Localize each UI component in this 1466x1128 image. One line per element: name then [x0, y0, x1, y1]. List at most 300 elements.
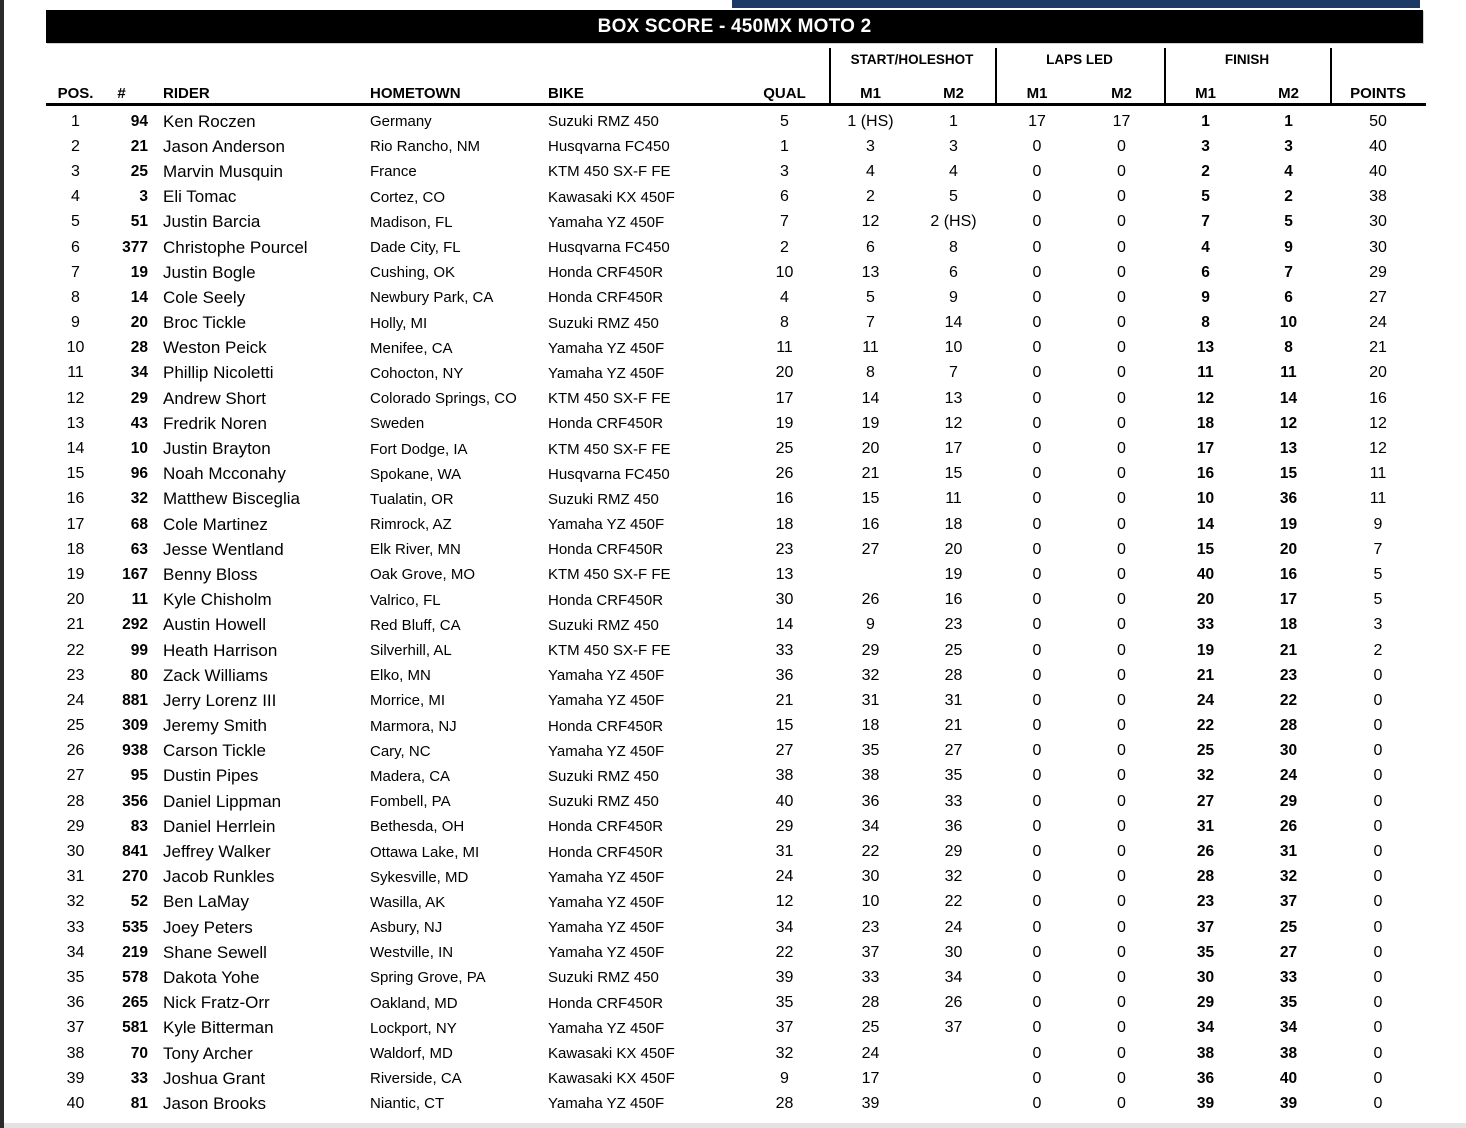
cell-num: 28: [130, 339, 148, 357]
table-row: [46, 109, 1426, 134]
cell-pos: 9: [71, 314, 80, 332]
cell-qual: 22: [775, 943, 794, 961]
cell-num: 52: [130, 893, 148, 911]
table-row: [46, 411, 1426, 436]
cell-m1s: 7: [866, 314, 875, 332]
col-header-finish-m2: M2: [1278, 85, 1299, 102]
cell-hometown: Dade City, FL: [370, 239, 461, 257]
cell-points: 16: [1369, 389, 1387, 407]
cell-m2l: 0: [1117, 717, 1126, 735]
cell-qual: 11: [776, 339, 793, 357]
cell-pos: 5: [71, 213, 80, 231]
cell-m1l: 0: [1032, 188, 1042, 206]
cell-qual: 15: [775, 717, 794, 735]
cell-hometown: Madison, FL: [370, 213, 453, 231]
cell-m2l: 0: [1117, 943, 1126, 961]
cell-rider: Fredrik Noren: [163, 413, 267, 433]
cell-m1l: 0: [1032, 666, 1042, 684]
cell-m2f: 9: [1284, 238, 1293, 256]
col-header-laps-m2: M2: [1111, 85, 1132, 102]
cell-m2s: 19: [944, 565, 963, 583]
cell-rider: Weston Peick: [163, 338, 267, 358]
cell-num: 265: [122, 994, 148, 1012]
cell-m2f: 15: [1279, 465, 1298, 483]
cell-m1s: 20: [861, 440, 880, 458]
cell-pos: 32: [66, 893, 85, 911]
title-bar: [46, 10, 1423, 43]
table-row: [46, 638, 1426, 663]
table-row: [46, 336, 1426, 361]
cell-points: 0: [1373, 691, 1383, 709]
cell-pos: 36: [66, 994, 85, 1012]
cell-qual: 20: [775, 364, 794, 382]
cell-bike: Suzuki RMZ 450: [548, 969, 659, 987]
table-row: [46, 940, 1426, 965]
cell-hometown: Oak Grove, MO: [370, 566, 476, 584]
cell-points: 0: [1373, 717, 1383, 735]
cell-bike: Yamaha YZ 450F: [548, 692, 665, 710]
cell-m1s: 10: [861, 893, 880, 911]
cell-m1s: 17: [861, 1069, 880, 1087]
col-header-start-m1: M1: [860, 85, 881, 102]
cell-m1f: 14: [1196, 515, 1215, 533]
cell-m2f: 14: [1279, 389, 1298, 407]
cell-m2s: 26: [944, 994, 963, 1012]
cell-m1l: 0: [1032, 162, 1042, 180]
cell-num: 881: [122, 691, 148, 709]
cell-m1l: 0: [1032, 943, 1042, 961]
cell-pos: 34: [66, 943, 85, 961]
cell-bike: Yamaha YZ 450F: [548, 516, 665, 534]
table-row: [46, 210, 1426, 235]
cell-m1l: 0: [1032, 742, 1042, 760]
table-row: [46, 311, 1426, 336]
cell-qual: 21: [775, 691, 794, 709]
cell-m2s: 14: [944, 314, 963, 332]
cell-m1f: 18: [1196, 414, 1215, 432]
cell-pos: 13: [66, 414, 85, 432]
cell-pos: 6: [71, 238, 80, 256]
cell-m2s: 11: [945, 490, 962, 508]
cell-bike: Suzuki RMZ 450: [548, 490, 659, 508]
cell-bike: Suzuki RMZ 450: [548, 616, 659, 634]
cell-m2l: 0: [1117, 641, 1126, 659]
cell-m1l: 0: [1032, 414, 1042, 432]
cell-pos: 15: [66, 465, 85, 483]
table-row: [46, 537, 1426, 562]
cell-qual: 1: [780, 137, 789, 155]
cell-num: 70: [130, 1044, 148, 1062]
cell-num: 99: [130, 641, 148, 659]
cell-m1s: 24: [861, 1044, 880, 1062]
cell-m2f: 11: [1280, 364, 1297, 382]
cell-m2f: 29: [1279, 792, 1298, 810]
cell-pos: 11: [67, 364, 84, 382]
cell-qual: 18: [775, 515, 794, 533]
cell-m1f: 7: [1201, 213, 1210, 231]
cell-num: 938: [122, 742, 148, 760]
cell-m2l: 0: [1117, 1044, 1126, 1062]
cell-m2s: 23: [944, 616, 963, 634]
cell-m1l: 17: [1028, 112, 1046, 130]
cell-rider: Daniel Lippman: [163, 791, 282, 811]
cell-m2l: 0: [1117, 188, 1126, 206]
cell-num: 63: [130, 540, 148, 558]
cell-pos: 4: [71, 188, 80, 206]
cell-m1f: 2: [1201, 162, 1210, 180]
cell-bike: KTM 450 SX-F FE: [548, 566, 671, 584]
cell-pos: 35: [66, 968, 85, 986]
cell-rider: Joshua Grant: [163, 1068, 266, 1088]
table-row: [46, 487, 1426, 512]
cell-num: 83: [130, 817, 148, 835]
cell-bike: Suzuki RMZ 450: [548, 113, 659, 131]
cell-num: 270: [122, 868, 148, 886]
cell-points: 12: [1369, 440, 1387, 458]
cell-m1s: 35: [861, 742, 880, 760]
cell-points: 5: [1373, 591, 1383, 609]
cell-m1f: 19: [1196, 641, 1215, 659]
cell-m2l: 17: [1112, 112, 1131, 130]
cell-m2l: 0: [1117, 440, 1126, 458]
col-header-number: #: [117, 85, 126, 102]
cell-bike: Yamaha YZ 450F: [548, 339, 665, 357]
cell-m1f: 1: [1201, 112, 1210, 130]
cell-points: 3: [1373, 616, 1383, 634]
cell-qual: 5: [780, 112, 789, 130]
cell-qual: 25: [775, 440, 794, 458]
cell-m2f: 23: [1279, 666, 1298, 684]
cell-points: 0: [1373, 893, 1383, 911]
cell-num: 68: [130, 515, 148, 533]
cell-m2s: 3: [949, 137, 958, 155]
cell-qual: 14: [775, 616, 794, 634]
cell-rider: Nick Fratz-Orr: [163, 993, 270, 1013]
cell-points: 0: [1373, 1044, 1383, 1062]
cell-num: 292: [122, 616, 148, 634]
cell-pos: 2: [71, 137, 80, 155]
cell-pos: 25: [66, 717, 85, 735]
cell-m1f: 28: [1196, 868, 1215, 886]
cell-m1s: 28: [861, 994, 880, 1012]
cell-bike: Yamaha YZ 450F: [548, 742, 665, 760]
cell-hometown: Elko, MN: [370, 667, 431, 685]
cell-rider: Austin Howell: [163, 615, 266, 635]
cell-hometown: Riverside, CA: [370, 1070, 462, 1088]
cell-m1s: 30: [861, 868, 880, 886]
cell-m1f: 4: [1201, 238, 1210, 256]
cell-m2s: 37: [944, 1019, 963, 1037]
cell-hometown: Menifee, CA: [370, 339, 453, 357]
cell-points: 0: [1373, 1019, 1383, 1037]
cell-bike: Kawasaki KX 450F: [548, 1070, 675, 1088]
cell-m1l: 0: [1032, 691, 1042, 709]
cell-m2f: 26: [1279, 817, 1298, 835]
cell-m1f: 36: [1196, 1069, 1215, 1087]
cell-qual: 33: [775, 641, 794, 659]
cell-m1f: 10: [1196, 490, 1215, 508]
cell-m1s: 14: [861, 389, 880, 407]
cell-m1l: 0: [1032, 515, 1042, 533]
cell-hometown: Colorado Springs, CO: [370, 390, 517, 408]
cell-rider: Marvin Musquin: [163, 161, 283, 181]
cell-m2f: 38: [1279, 1044, 1298, 1062]
table-row: [46, 386, 1426, 411]
cell-m2f: 35: [1279, 994, 1298, 1012]
column-header-row: [46, 86, 1426, 102]
table-row: [46, 134, 1426, 159]
cell-m2s: 5: [949, 188, 958, 206]
cell-m1l: 0: [1032, 792, 1042, 810]
cell-pos: 14: [66, 440, 85, 458]
cell-m1s: 33: [861, 968, 880, 986]
cell-qual: 27: [775, 742, 794, 760]
cell-m2s: 27: [944, 742, 963, 760]
cell-m2l: 0: [1117, 691, 1126, 709]
cell-pos: 27: [66, 767, 85, 785]
cell-bike: Yamaha YZ 450F: [548, 893, 665, 911]
col-header-laps-m1: M1: [1026, 85, 1048, 102]
cell-bike: Yamaha YZ 450F: [548, 667, 665, 685]
cell-hometown: Cohocton, NY: [370, 364, 464, 382]
cell-m1l: 0: [1032, 717, 1042, 735]
cell-bike: Honda CRF450R: [548, 289, 664, 307]
col-header-rider: RIDER: [163, 85, 210, 102]
cell-m2l: 0: [1117, 591, 1126, 609]
cell-hometown: Silverhill, AL: [370, 642, 452, 660]
cell-m2s: 21: [944, 717, 963, 735]
cell-m2l: 0: [1117, 314, 1126, 332]
cell-hometown: Morrice, MI: [370, 692, 445, 710]
cell-num: 94: [130, 112, 148, 130]
cell-m2f: 17: [1279, 591, 1298, 609]
cell-pos: 26: [66, 742, 85, 760]
cell-m1l: 0: [1032, 263, 1042, 281]
cell-qual: 17: [775, 389, 794, 407]
cell-points: 24: [1369, 314, 1387, 332]
cell-num: 3: [139, 188, 148, 206]
cell-points: 0: [1373, 968, 1383, 986]
cell-m1s: 31: [861, 691, 880, 709]
cell-points: 40: [1369, 162, 1387, 180]
cell-points: 27: [1369, 288, 1387, 306]
cell-m1s: 21: [861, 465, 880, 483]
cell-m1f: 38: [1196, 1044, 1215, 1062]
cell-points: 50: [1369, 112, 1387, 130]
cell-num: 11: [131, 591, 148, 609]
cell-points: 0: [1373, 1094, 1383, 1112]
cell-m2s: 6: [949, 263, 958, 281]
cell-m2f: 37: [1279, 893, 1298, 911]
cell-m1f: 21: [1196, 666, 1215, 684]
cell-bike: KTM 450 SX-F FE: [548, 642, 671, 660]
cell-m1s: 22: [861, 843, 880, 861]
col-header-points: POINTS: [1350, 85, 1406, 102]
cell-m2l: 0: [1117, 1094, 1126, 1112]
cell-m1s: 25: [861, 1019, 880, 1037]
table-row: [46, 764, 1426, 789]
cell-m2s: 25: [944, 641, 963, 659]
col-header-bike: BIKE: [548, 85, 584, 102]
cell-m1l: 0: [1032, 1044, 1042, 1062]
cell-bike: Yamaha YZ 450F: [548, 868, 665, 886]
table-row: [46, 814, 1426, 839]
cell-m2f: 21: [1279, 641, 1298, 659]
table-row: [46, 839, 1426, 864]
cell-m1f: 32: [1196, 767, 1215, 785]
page-title: BOX SCORE - 450MX MOTO 2: [597, 15, 872, 37]
cell-m2l: 0: [1117, 389, 1126, 407]
cell-m2s: 17: [944, 440, 963, 458]
cell-qual: 19: [775, 414, 794, 432]
cell-pos: 22: [66, 641, 85, 659]
cell-points: 2: [1373, 641, 1383, 659]
cell-num: 219: [122, 943, 148, 961]
cell-m1f: 35: [1196, 943, 1215, 961]
cell-m2f: 25: [1279, 918, 1298, 936]
cell-m2f: 24: [1279, 767, 1298, 785]
cell-m2s: 12: [944, 414, 963, 432]
cell-rider: Carson Tickle: [163, 741, 266, 761]
cell-m2f: 12: [1279, 414, 1298, 432]
table-row: [46, 185, 1426, 210]
cell-m2s: 2 (HS): [930, 213, 977, 231]
cell-hometown: Germany: [370, 113, 432, 131]
cell-hometown: Spring Grove, PA: [370, 969, 486, 987]
table-header: [46, 48, 1426, 106]
cell-m1s: 4: [866, 162, 875, 180]
cell-pos: 31: [66, 868, 85, 886]
cell-m1s: 26: [861, 591, 880, 609]
cell-hometown: Rimrock, AZ: [370, 516, 452, 534]
table-row: [46, 739, 1426, 764]
table-row: [46, 613, 1426, 638]
cell-m1l: 0: [1032, 389, 1042, 407]
cell-m2f: 13: [1279, 440, 1298, 458]
cell-pos: 12: [66, 389, 85, 407]
cell-hometown: Fombell, PA: [370, 793, 451, 811]
cell-hometown: Marmora, NJ: [370, 717, 457, 735]
col-header-start-m2: M2: [943, 85, 964, 102]
cell-m2l: 0: [1117, 263, 1126, 281]
cell-pos: 17: [66, 515, 85, 533]
col-header-finish-m1: M1: [1195, 85, 1216, 102]
cell-pos: 21: [66, 616, 85, 634]
cell-hometown: Rio Rancho, NM: [370, 138, 481, 156]
cell-m2f: 7: [1284, 263, 1293, 281]
cell-pos: 1: [71, 112, 80, 130]
page-bottom-strip: [0, 1123, 1466, 1128]
cell-points: 0: [1373, 843, 1383, 861]
cell-m2l: 0: [1117, 1069, 1126, 1087]
cell-bike: Honda CRF450R: [548, 843, 664, 861]
cell-m2l: 0: [1117, 1019, 1126, 1037]
cell-m2s: 34: [944, 968, 963, 986]
cell-points: 12: [1369, 414, 1387, 432]
cell-m1s: 15: [861, 490, 880, 508]
cell-hometown: Bethesda, OH: [370, 818, 465, 836]
cell-hometown: Spokane, WA: [370, 465, 462, 483]
cell-qual: 31: [775, 843, 794, 861]
cell-points: 0: [1373, 792, 1383, 810]
cell-m1l: 0: [1032, 339, 1042, 357]
cell-rider: Zack Williams: [163, 665, 268, 685]
cell-num: 356: [122, 792, 148, 810]
cell-m1s: 29: [861, 641, 880, 659]
cell-m1f: 29: [1196, 994, 1215, 1012]
cell-points: 11: [1369, 465, 1387, 483]
cell-m2l: 0: [1117, 767, 1126, 785]
cell-m2l: 0: [1117, 339, 1126, 357]
cell-hometown: Wasilla, AK: [370, 893, 446, 911]
cell-m2f: 6: [1284, 288, 1293, 306]
cell-qual: 32: [775, 1044, 794, 1062]
cell-m1f: 12: [1196, 389, 1215, 407]
cell-hometown: Valrico, FL: [370, 591, 441, 609]
cell-bike: Yamaha YZ 450F: [548, 919, 665, 937]
cell-m1l: 0: [1032, 1019, 1042, 1037]
cell-m2l: 0: [1117, 364, 1126, 382]
cell-qual: 40: [775, 792, 794, 810]
cell-m1l: 0: [1032, 767, 1042, 785]
cell-hometown: Niantic, CT: [370, 1095, 445, 1113]
cell-m1f: 31: [1196, 817, 1215, 835]
table-row: [46, 285, 1426, 310]
cell-qual: 9: [780, 1069, 789, 1087]
cell-rider: Cole Seely: [163, 287, 246, 307]
cell-rider: Phillip Nicoletti: [163, 363, 274, 383]
cell-m2l: 0: [1117, 616, 1126, 634]
cell-bike: Husqvarna FC450: [548, 465, 670, 483]
table-row: [46, 915, 1426, 940]
cell-rider: Dakota Yohe: [163, 967, 260, 987]
cell-m2l: 0: [1117, 868, 1126, 886]
table-body: [46, 106, 1426, 1117]
cell-m2l: 0: [1117, 238, 1126, 256]
cell-m2s: 33: [944, 792, 963, 810]
cell-pos: 8: [71, 288, 80, 306]
cell-points: 0: [1373, 868, 1383, 886]
cell-m1l: 0: [1032, 591, 1042, 609]
cell-hometown: Cushing, OK: [370, 264, 456, 282]
cell-m1s: 5: [866, 288, 875, 306]
cell-m2l: 0: [1117, 137, 1126, 155]
cell-pos: 33: [66, 918, 85, 936]
cell-qual: 2: [780, 238, 789, 256]
cell-m1f: 24: [1196, 691, 1215, 709]
cell-m2s: 30: [944, 943, 963, 961]
cell-m2s: 1: [949, 112, 958, 130]
cell-m1l: 0: [1032, 540, 1042, 558]
cell-points: 30: [1369, 238, 1387, 256]
cell-m2s: 29: [944, 843, 963, 861]
cell-m2s: 20: [944, 540, 963, 558]
cell-rider: Ben LaMay: [163, 892, 249, 912]
cell-bike: Yamaha YZ 450F: [548, 213, 665, 231]
cell-m2l: 0: [1117, 213, 1126, 231]
cell-m2f: 34: [1279, 1019, 1298, 1037]
cell-points: 38: [1369, 188, 1387, 206]
cell-bike: Suzuki RMZ 450: [548, 767, 659, 785]
cell-m1l: 0: [1032, 616, 1042, 634]
cell-m2f: 18: [1279, 616, 1298, 634]
cell-bike: KTM 450 SX-F FE: [548, 390, 671, 408]
cell-rider: Jacob Runkles: [163, 867, 275, 887]
cell-bike: Honda CRF450R: [548, 264, 664, 282]
cell-m2s: 10: [944, 339, 963, 357]
cell-m1l: 0: [1032, 918, 1042, 936]
page-left-edge-strip: [0, 0, 4, 1128]
